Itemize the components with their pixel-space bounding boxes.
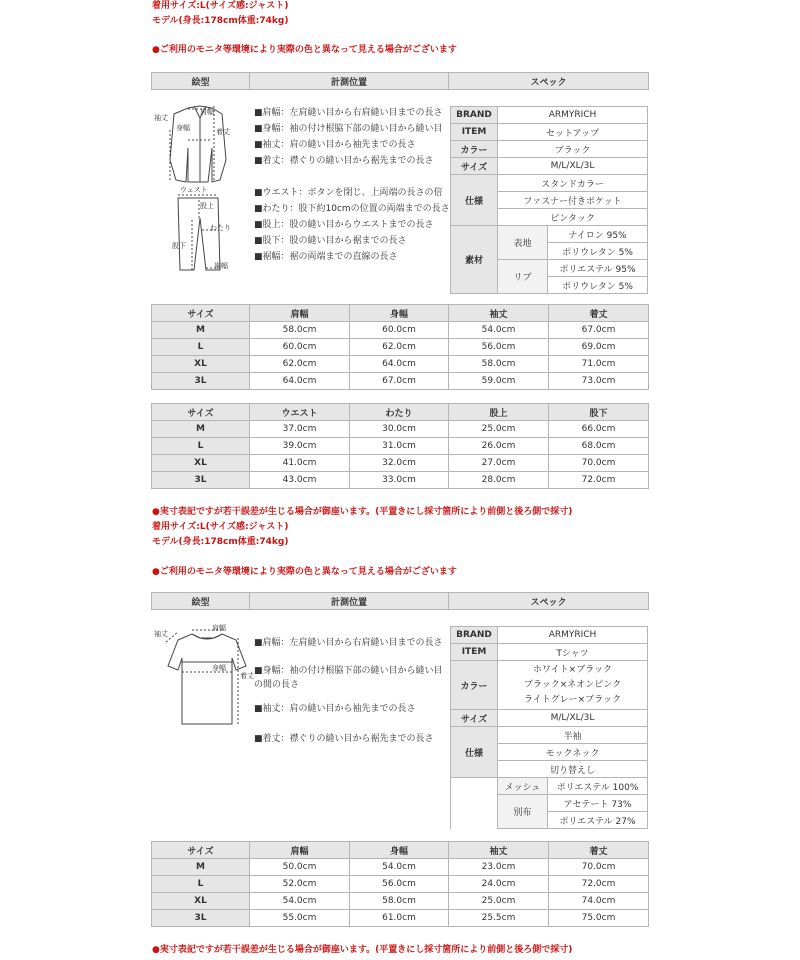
value-cell: 37.0cm: [250, 421, 350, 438]
spec-material-blank: [451, 778, 498, 829]
size-header: 肩幅: [250, 305, 350, 322]
value-cell: 64.0cm: [250, 373, 350, 390]
spec-size-label: サイズ: [451, 710, 498, 727]
value-cell: 31.0cm: [350, 438, 449, 455]
measure-item: ■肩幅：左肩縫い目から右肩縫い目までの長さ: [254, 638, 443, 648]
value-cell: 58.0cm: [350, 893, 449, 910]
size-cell: M: [152, 322, 250, 339]
spec-color-label: カラー: [451, 661, 498, 710]
value-cell: 75.0cm: [549, 910, 649, 927]
table-row: [152, 339, 649, 356]
size-cell: 3L: [152, 910, 250, 927]
measure-list-1: [254, 106, 448, 266]
header-measure: 計測位置: [250, 73, 449, 90]
value-cell: 33.0cm: [350, 472, 449, 489]
fig-label-length: 着丈: [216, 128, 230, 136]
value-cell: 56.0cm: [350, 876, 449, 893]
size-table-tshirt: [151, 841, 649, 927]
spec-size-label: サイズ: [451, 158, 498, 175]
fig-label-sleeve: 袖丈: [154, 630, 168, 638]
value-cell: 62.0cm: [250, 356, 350, 373]
size-cell: 3L: [152, 373, 250, 390]
value-cell: 59.0cm: [449, 373, 549, 390]
table-row: [152, 438, 649, 455]
measure-item: ■股下：股の縫い目から裾までの長さ: [254, 236, 407, 246]
spec-brand-label: BRAND: [451, 107, 498, 124]
size-cell: L: [152, 876, 250, 893]
monitor-note-1: ●ご利用のモニタ等環境により実際の色と異なって見える場合がございます: [152, 45, 457, 55]
header-spec: スペック: [449, 593, 649, 610]
size-header: わたり: [350, 404, 449, 421]
spec-colors: [498, 661, 648, 710]
tshirt-figure: [152, 622, 252, 732]
value-cell: 24.0cm: [449, 876, 549, 893]
measure-item: ■裾幅：裾の両端までの直線の長さ: [254, 252, 398, 262]
model-size-1: 着用サイズ:L(サイズ感:ジャスト): [152, 1, 289, 11]
size-header: 袖丈: [449, 842, 549, 859]
monitor-note-2: ●ご利用のモニタ等環境により実際の色と異なって見える場合がございます: [152, 567, 457, 577]
spec-spec-label: 仕様: [451, 175, 498, 226]
size-cell: M: [152, 859, 250, 876]
spec-mesh: ポリエステル 100%: [548, 778, 648, 795]
spec-color-label: カラー: [451, 141, 498, 158]
size-header: ウエスト: [250, 404, 350, 421]
table-row: [152, 893, 649, 910]
value-cell: 54.0cm: [250, 893, 350, 910]
value-cell: 60.0cm: [250, 339, 350, 356]
fig-label-waist: ウェスト: [180, 186, 208, 194]
spec-mesh-label: メッシュ: [498, 778, 548, 795]
spec-color: ブラック: [498, 141, 648, 158]
spec-item-label: ITEM: [451, 644, 498, 661]
value-cell: 67.0cm: [549, 322, 649, 339]
spec-size: M/L/XL/3L: [498, 710, 648, 727]
spec-spec-item: 切り替えし: [498, 761, 648, 778]
spec-table-1: [450, 106, 648, 294]
spec-outer-item: ポリウレタン 5%: [548, 243, 648, 260]
spec-item: セットアップ: [498, 124, 648, 141]
value-cell: 74.0cm: [549, 893, 649, 910]
value-cell: 50.0cm: [250, 859, 350, 876]
table-row: [152, 910, 649, 927]
error-note-2: ●実寸表記ですが若干誤差が生じる場合が御座います。(平置きにし採寸箇所により前側と後ろ側で採寸): [152, 945, 573, 955]
size-header: 身幅: [350, 842, 449, 859]
value-cell: 73.0cm: [549, 373, 649, 390]
measure-item: ■肩幅：左肩縫い目から右肩縫い目までの長さ: [254, 108, 443, 118]
size-cell: M: [152, 421, 250, 438]
spec-brand: ARMYRICH: [498, 107, 648, 124]
size-header: 着丈: [549, 305, 649, 322]
value-cell: 71.0cm: [549, 356, 649, 373]
value-cell: 27.0cm: [449, 455, 549, 472]
size-header: 肩幅: [250, 842, 350, 859]
value-cell: 70.0cm: [549, 859, 649, 876]
value-cell: 54.0cm: [449, 322, 549, 339]
measure-item: ■着丈：襟ぐりの縫い目から裾先までの長さ: [254, 156, 434, 166]
size-cell: L: [152, 438, 250, 455]
fig-label-shoulder: 肩幅: [212, 624, 226, 632]
spec-brand-label: BRAND: [451, 627, 498, 644]
fig-label-shoulder: 肩幅: [200, 108, 214, 116]
spec-other-label: 別布: [498, 795, 548, 829]
value-cell: 25.5cm: [449, 910, 549, 927]
value-cell: 26.0cm: [449, 438, 549, 455]
value-cell: 39.0cm: [250, 438, 350, 455]
header-spec: スペック: [449, 73, 649, 90]
size-cell: XL: [152, 356, 250, 373]
model-size-2: 着用サイズ:L(サイズ感:ジャスト): [152, 522, 289, 532]
table-row: [152, 421, 649, 438]
value-cell: 67.0cm: [350, 373, 449, 390]
measure-list-2: [254, 636, 448, 748]
size-header: 着丈: [549, 842, 649, 859]
header-figure: 絵型: [152, 593, 250, 610]
fig-label-hem: 裾幅: [214, 262, 228, 270]
value-cell: 68.0cm: [549, 438, 649, 455]
spec-material-label: 素材: [451, 226, 498, 294]
table-row: [152, 472, 649, 489]
table-row: [152, 373, 649, 390]
spec-spec-item: ピンタック: [498, 209, 648, 226]
spec-spec-item: ファスナー付きポケット: [498, 192, 648, 209]
value-cell: 54.0cm: [350, 859, 449, 876]
spec-outer-item: ナイロン 95%: [548, 226, 648, 243]
table-row: [152, 356, 649, 373]
table-row: [152, 322, 649, 339]
spec-rib-item: ポリエステル 95%: [548, 260, 648, 277]
model-info-1: モデル(身長:178cm体重:74kg): [152, 16, 289, 26]
spec-spec-label: 仕様: [451, 727, 498, 778]
value-cell: 62.0cm: [350, 339, 449, 356]
size-cell: XL: [152, 893, 250, 910]
value-cell: 58.0cm: [250, 322, 350, 339]
spec-spec-item: モックネック: [498, 744, 648, 761]
value-cell: 43.0cm: [250, 472, 350, 489]
fig-label-sleeve: 袖丈: [154, 114, 168, 122]
measure-item: ■わたり：股下約10cmの位置の両端までの長さ: [254, 204, 450, 214]
spec-color-item: ブラック×ネオンピンク: [523, 679, 622, 690]
measure-item: ■ウエスト：ボタンを閉じ、上両端の長さの倍: [254, 188, 443, 198]
value-cell: 64.0cm: [350, 356, 449, 373]
size-cell: L: [152, 339, 250, 356]
measure-item: ■着丈：襟ぐりの縫い目から裾先までの長さ: [254, 734, 434, 744]
value-cell: 70.0cm: [549, 455, 649, 472]
measure-item: ■身幅：袖の付け根脇下部の縫い目から縫い目の間の長さ: [254, 666, 443, 690]
measure-item: ■袖丈：肩の縫い目から袖先までの長さ: [254, 140, 416, 150]
measure-item: ■袖丈：肩の縫い目から袖先までの長さ: [254, 704, 416, 714]
spec-outer-label: 表地: [498, 226, 548, 260]
spec-rib-item: ポリウレタン 5%: [548, 277, 648, 294]
fig-label-body: 身幅: [212, 664, 226, 672]
value-cell: 66.0cm: [549, 421, 649, 438]
fig-label-thigh: わたり: [210, 224, 231, 232]
value-cell: 58.0cm: [449, 356, 549, 373]
size-header: 身幅: [350, 305, 449, 322]
spec-rib-label: リブ: [498, 260, 548, 294]
size-header: サイズ: [152, 404, 250, 421]
value-cell: 25.0cm: [449, 421, 549, 438]
header-measure: 計測位置: [250, 593, 449, 610]
fig-label-length: 着丈: [240, 672, 254, 680]
spec-spec-item: スタンドカラー: [498, 175, 648, 192]
header-table-1: [151, 72, 649, 90]
measure-item: ■身幅：袖の付け根脇下部の縫い目から縫い目: [254, 124, 443, 134]
spec-table-2: [450, 626, 648, 829]
fig-label-inseam: 股下: [172, 242, 186, 250]
header-figure: 絵型: [152, 73, 250, 90]
fig-label-rise: 股上: [200, 202, 214, 210]
size-cell: XL: [152, 455, 250, 472]
value-cell: 69.0cm: [549, 339, 649, 356]
table-row: [152, 455, 649, 472]
value-cell: 32.0cm: [350, 455, 449, 472]
spec-item: Tシャツ: [498, 644, 648, 661]
fig-label-body: 身幅: [176, 124, 190, 132]
measure-item: ■股上：股の縫い目からウエストまでの長さ: [254, 220, 434, 230]
table-row: [152, 859, 649, 876]
spec-size: M/L/XL/3L: [498, 158, 648, 175]
value-cell: 23.0cm: [449, 859, 549, 876]
value-cell: 56.0cm: [449, 339, 549, 356]
model-info-2: モデル(身長:178cm体重:74kg): [152, 537, 289, 547]
size-cell: 3L: [152, 472, 250, 489]
spec-spec-item: 半袖: [498, 727, 648, 744]
spec-brand: ARMYRICH: [498, 627, 648, 644]
value-cell: 61.0cm: [350, 910, 449, 927]
value-cell: 25.0cm: [449, 893, 549, 910]
size-table-top: [151, 304, 649, 390]
header-table-2: [151, 592, 649, 610]
value-cell: 60.0cm: [350, 322, 449, 339]
setup-figure: [152, 100, 252, 275]
value-cell: 55.0cm: [250, 910, 350, 927]
size-header: 袖丈: [449, 305, 549, 322]
size-header: サイズ: [152, 305, 250, 322]
value-cell: 52.0cm: [250, 876, 350, 893]
value-cell: 30.0cm: [350, 421, 449, 438]
spec-color-item: ホワイト×ブラック: [532, 664, 613, 675]
size-table-bottom: [151, 403, 649, 489]
value-cell: 72.0cm: [549, 876, 649, 893]
spec-color-item: ライトグレー×ブラック: [524, 694, 621, 705]
size-header: サイズ: [152, 842, 250, 859]
value-cell: 28.0cm: [449, 472, 549, 489]
size-header: 股上: [449, 404, 549, 421]
spec-other-item: アセテート 73%: [548, 795, 648, 812]
value-cell: 72.0cm: [549, 472, 649, 489]
spec-item-label: ITEM: [451, 124, 498, 141]
error-note-1: ●実寸表記ですが若干誤差が生じる場合が御座います。(平置きにし採寸箇所により前側と後ろ側で採寸): [152, 507, 573, 517]
table-row: [152, 876, 649, 893]
spec-other-item: ポリエステル 27%: [548, 812, 648, 829]
size-header: 股下: [549, 404, 649, 421]
value-cell: 41.0cm: [250, 455, 350, 472]
